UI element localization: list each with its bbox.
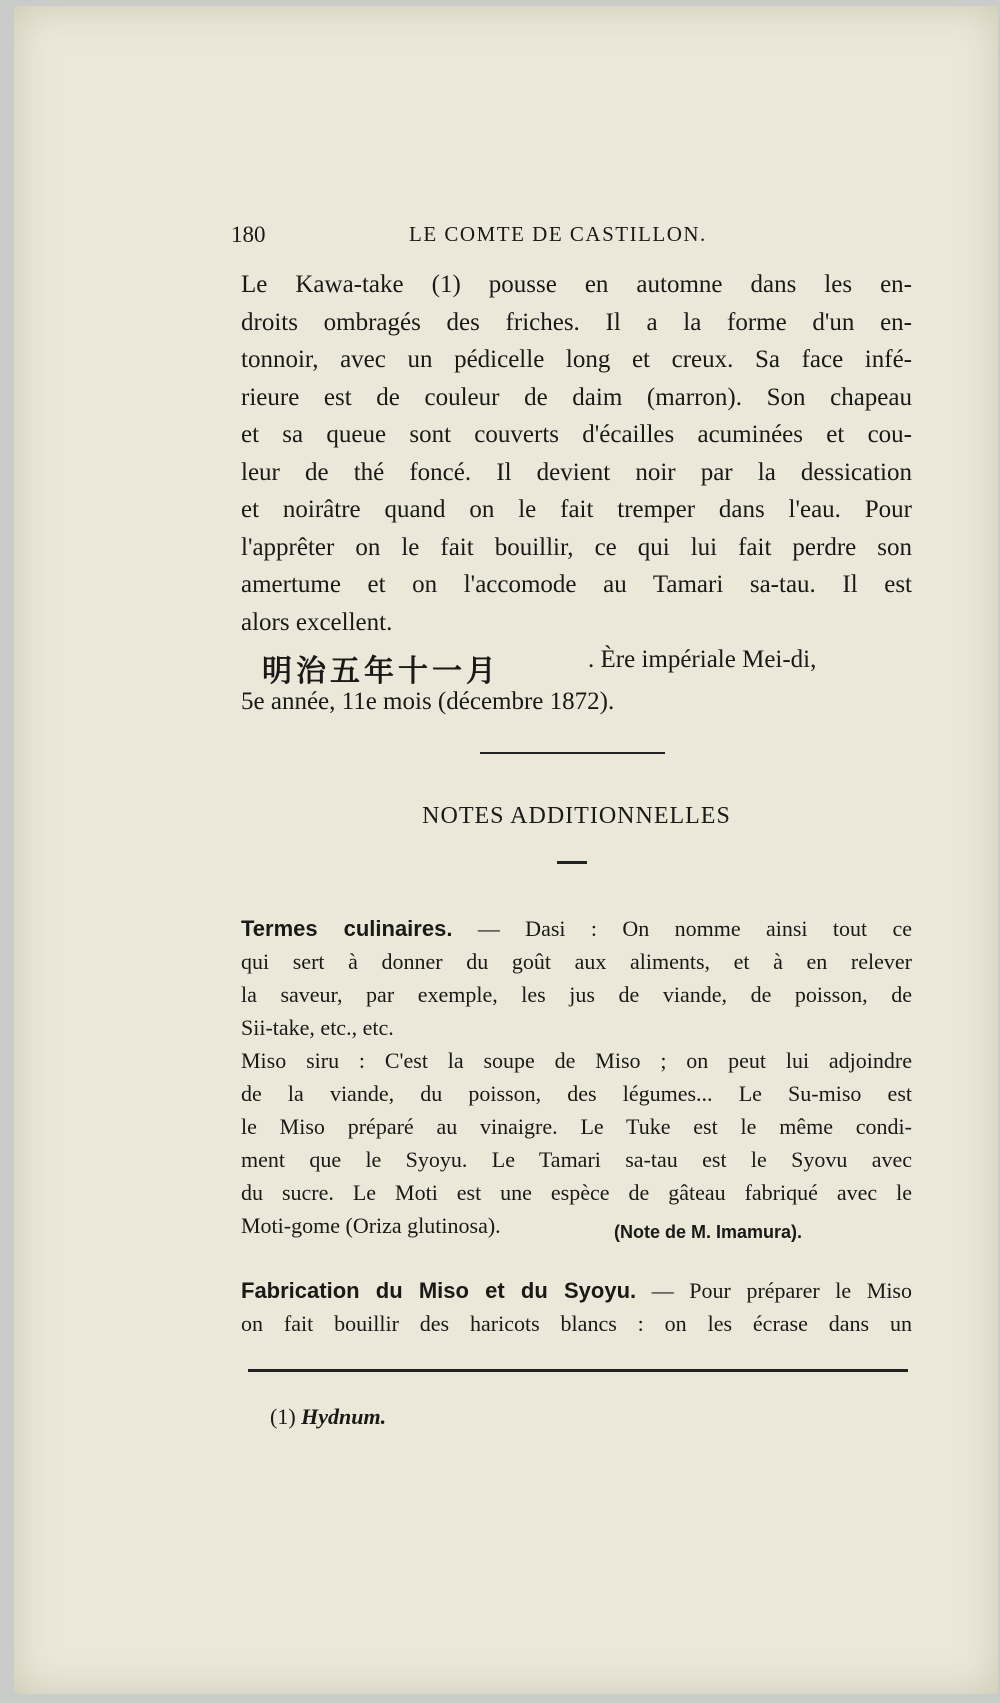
era-text: . Ère impériale Mei-di,	[588, 646, 817, 673]
text-line: tonnoir, avec un pédicelle long et creux. Sa face infé-	[241, 346, 912, 373]
era-date-text: 5e année, 11e mois (décembre 1872).	[241, 688, 615, 715]
text-line: de la viande, du poisson, des légumes... Le Su-miso est	[241, 1081, 912, 1106]
page-number: 180	[231, 222, 266, 247]
separator-rule	[480, 752, 665, 754]
text-line: le Miso préparé au vinaigre. Le Tuke est le même condi-	[241, 1114, 912, 1139]
note-attribution: (Note de M. Imamura).	[614, 1222, 803, 1242]
text-line: qui sert à donner du goût aux aliments, et à en relever	[241, 949, 912, 974]
text-line: rieure est de couleur de daim (marron). Son chapeau	[241, 383, 912, 411]
text-line: Miso siru : C'est la soupe de Miso ; on peut lui adjoindre	[241, 1048, 912, 1073]
footnote-marker: (1)	[270, 1404, 296, 1429]
text-line: Fabrication du Miso et du Syoyu. — Pour préparer le Miso	[241, 1278, 912, 1303]
text-line: ment que le Syoyu. Le Tamari sa-tau est le Syovu avec	[241, 1147, 912, 1172]
text-line: la saveur, par exemple, les jus de viande, de poisson, de	[241, 982, 912, 1007]
text-line: amertume et on l'accomode au Tamari sa-tau. Il est	[241, 571, 912, 598]
footnote	[270, 1404, 386, 1430]
footnote-rule	[248, 1369, 908, 1372]
title-dash	[557, 861, 587, 864]
text-line: Le Kawa-take (1) pousse en automne dans les en-	[241, 271, 912, 298]
text-line: leur de thé foncé. Il devient noir par la dessication	[241, 458, 912, 486]
footnote-text: Hydnum.	[301, 1404, 387, 1429]
text-line: et sa queue sont couverts d'écailles acuminées et cou-	[241, 421, 912, 448]
text-line: droits ombragés des friches. Il a la forme d'un en-	[241, 308, 912, 336]
section-title: NOTES ADDITIONNELLES	[422, 803, 731, 829]
running-title: LE COMTE DE CASTILLON.	[409, 222, 707, 246]
text-line: Termes culinaires. — Dasi : On nomme ainsi tout ce	[241, 916, 912, 941]
text-line: et noirâtre quand on le fait tremper dans l'eau. Pour	[241, 496, 912, 523]
book-page	[14, 6, 998, 1694]
text-line: on fait bouillir des haricots blancs : on les écrase dans un	[241, 1311, 912, 1336]
text-line: Sii-take, etc., etc.	[241, 1015, 394, 1040]
text-line: du sucre. Le Moti est une espèce de gâteau fabriqué avec le	[241, 1180, 912, 1205]
kanji-date: 明治五年十一月	[262, 654, 500, 689]
text-line: Moti-gome (Oriza glutinosa).	[241, 1213, 501, 1238]
text-line: l'apprêter on le fait bouillir, ce qui lui fait perdre son	[241, 533, 912, 561]
text-line: alors excellent.	[241, 608, 393, 636]
